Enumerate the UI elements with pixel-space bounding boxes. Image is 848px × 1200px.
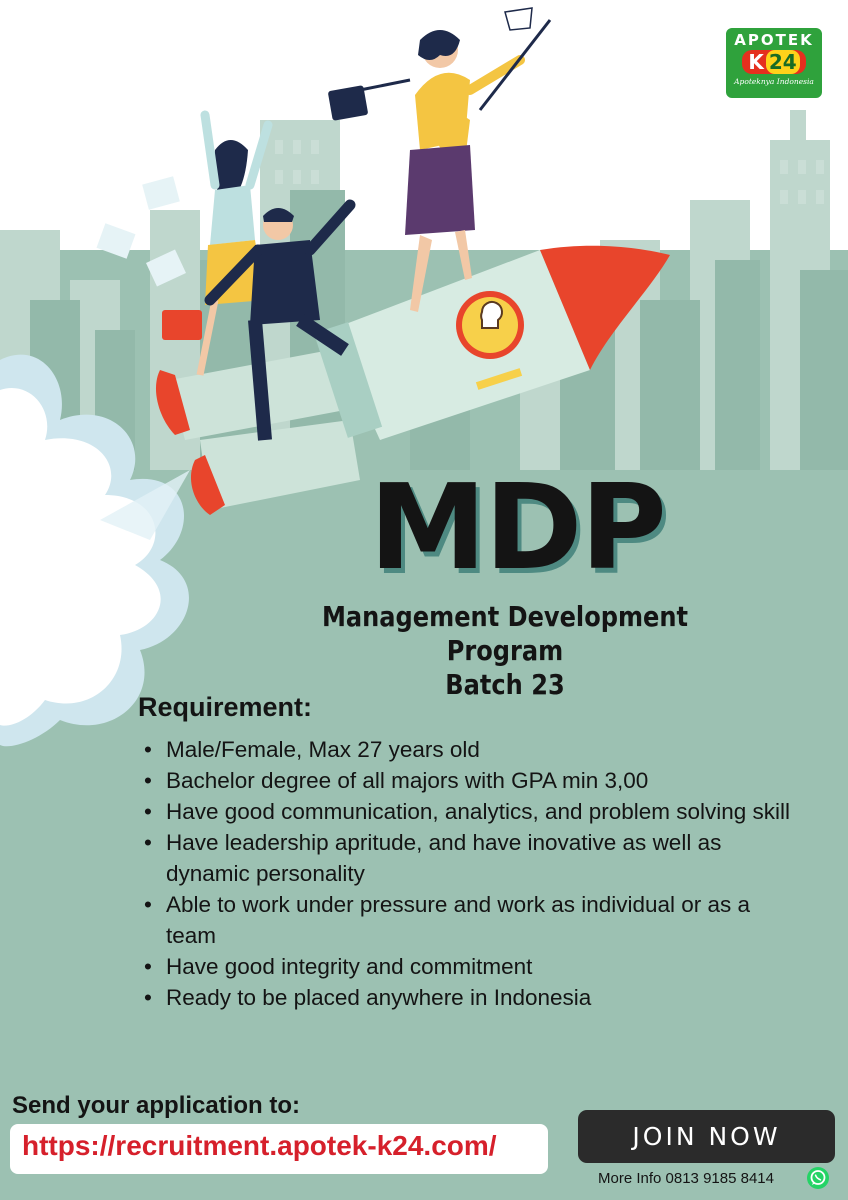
apotek-k24-logo [724,26,824,100]
list-item: • Have good integrity and commitment [140,951,800,982]
subtitle-line-2: Batch 23 [445,668,565,701]
logo-number: 24 [766,50,800,74]
whatsapp-icon [806,1166,830,1190]
subtitle-line-1: Management Development Program [321,600,689,667]
list-item: • Bachelor degree of all majors with GPA min 3,00 [140,765,800,796]
more-info-text: More Info 0813 9185 8414 [598,1170,774,1187]
requirement-heading: Requirement: [138,692,313,722]
page-title: MDP [369,458,665,596]
list-item: • Able to work under pressure and work as individual or as a team [140,889,800,951]
logo-tagline: Apoteknya Indonesia [734,77,814,86]
recruitment-url-link[interactable]: https://recruitment.apotek-k24.com/ [22,1130,497,1161]
list-item: • Male/Female, Max 27 years old [140,734,800,765]
send-application-label: Send your application to: [12,1092,301,1119]
requirement-list [140,734,800,1013]
flag-icon [505,8,532,30]
logo-badge [742,50,805,74]
join-now-button[interactable]: JOIN NOW [578,1110,835,1163]
list-item: • Have leadership apritude, and have inovative as well as dynamic personality [140,827,800,889]
logo-brand: APOTEK [734,31,814,49]
briefcase-icon [328,85,369,121]
logo-k-letter: K [748,50,764,74]
url-box [10,1124,548,1174]
program-subtitle [286,600,725,702]
list-item: • Have good communication, analytics, and problem solving skill [140,796,800,827]
lightbulb-icon [481,302,502,328]
list-item: • Ready to be placed anywhere in Indonesia [140,982,800,1013]
